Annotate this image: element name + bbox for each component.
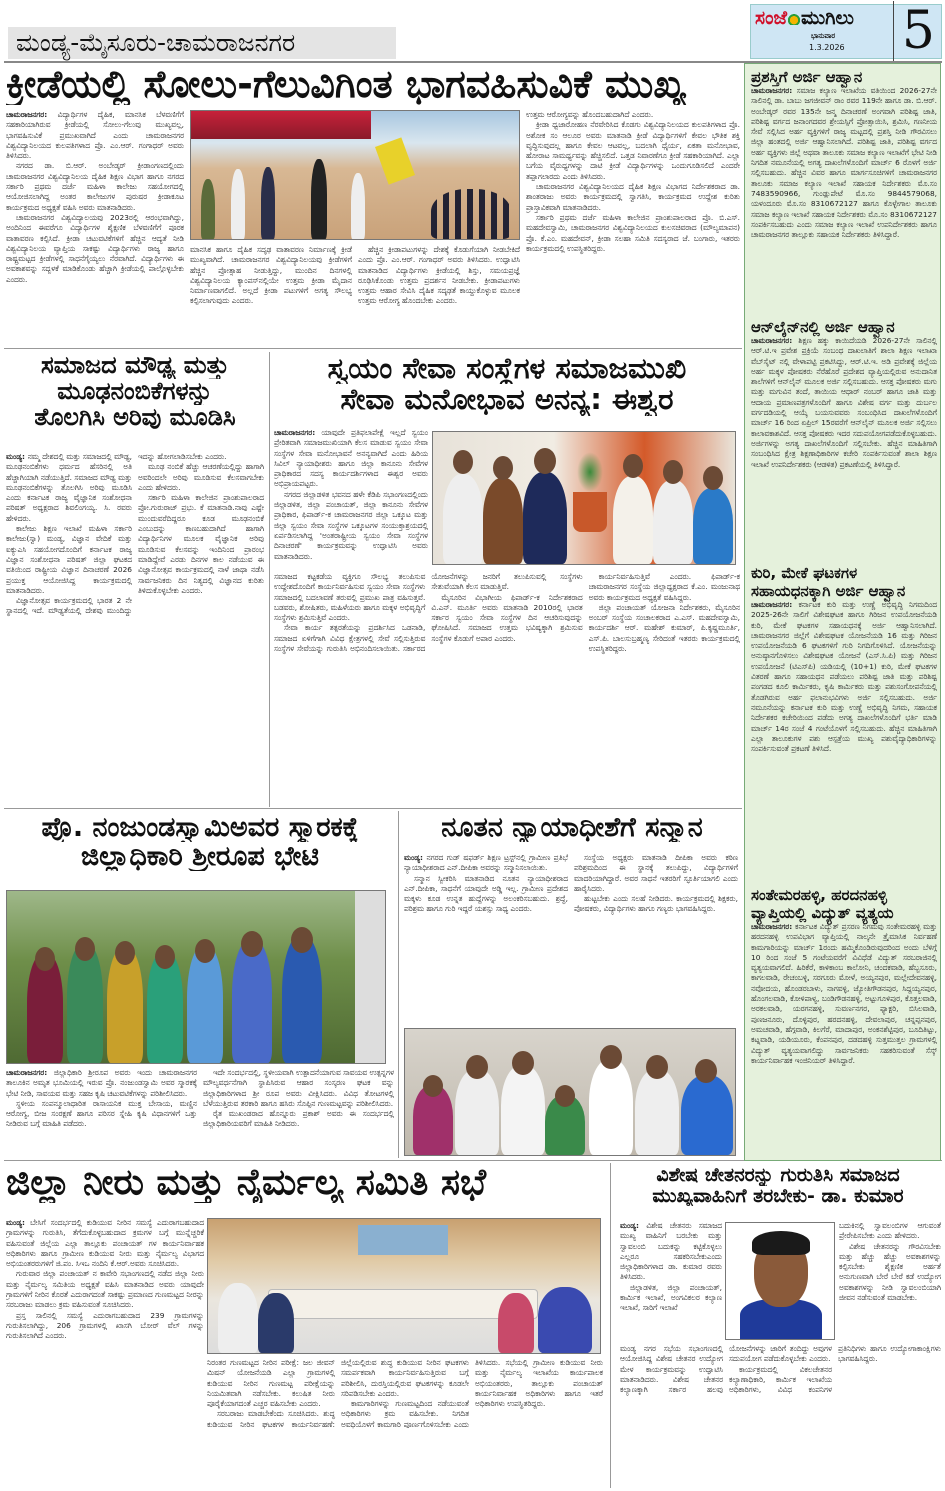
paragraph: ಮಂಡ್ಯ: ಬೇಸಿಗೆ ಸಂದರ್ಭದಲ್ಲಿ ಕುಡಿಯುವ ನೀರಿನ ಸಮಸ್ಯೆ ಎದುರಾಗಬಹುದಾದ ಗ್ರಾಮಗಳನ್ನು ಗುರುತಿಸಿ, ತೆಗೆದುಕೊಳ್ಳಬಹುದಾದ ಕ್ರಮಗಳ ಬಗ್ಗೆ ಮುನ್ನೆಚ್ಚರಿಕೆ ವಹಿಸುವಂತೆ ಜಿಲ್ಲೆಯ ಎಲ್ಲಾ ತಾಲ್ಲೂಕು ಪಂಚಾಯತ್ ಗಳ ಕಾರ್ಯನಿರ್ವಾಹಕ ಅಧಿಕಾರಿಗಳು ಹಾಗೂ ಗ್ರಾಮೀಣ ಕುಡಿಯುವ ನೀರು ಮತ್ತು ನೈರ್ಮಲ್ಯ ವಿಭಾಗದ ಅಭಿಯಂತರರುಗಳಿಗೆ ಜಿ.ಪಂ. ಸಿಇಒ ನಂದಿನಿ ಕೆ.ಆರ್.ಅವರು ಸೂಚಿಸಿದರು.: [6, 1218, 204, 1269]
story7-right: [839, 1221, 941, 1343]
notice-body: ಚಾಮರಾಜನಗರ: ಶಿಕ್ಷಣ ಹಕ್ಕು ಕಾಯಿದೆಯಡಿ 2026-27ನೇ ಸಾಲಿನಲ್ಲಿ ಆರ್.ಟಿ.ಇ ಪ್ರವೇಶ ಪ್ರಕ್ರಿಯೆ ಸಂಬಂಧ ದಾಖಲಾತಿಗೆ ಶಾಲಾ ಶಿಕ್ಷಣ ಇಲಾಖಾ ವೆಬ್‌ಸೈಟ್ ನಲ್ಲಿ ವೇಳಾಪಟ್ಟಿ ಪ್ರಕಟಿಸಿದ್ದು, ಆರ್.ಟಿ.ಇ. ಅಡಿ ಪ್ರವೇಶಕ್ಕೆ ಜಿಲ್ಲೆಯ ಅರ್ಹ ಮಕ್ಕಳ ಪೋಷಕರು ನೆರೆಹೊರೆ ಪ್ರದೇಶದ ವ್ಯಾಪ್ತಿಯಲ್ಲಿರುವ ಅನುದಾನಿತ ಶಾಲೆಗಳಿಗೆ ಆನ್‌ಲೈನ್ ಮೂಲಕ ಅರ್ಜಿ ಸಲ್ಲಿಸಬಹುದು. ಆಸಕ್ತ ಪೋಷಕರು ಮಗು ಮತ್ತು ಮಗುವಿನ ತಂದೆ, ತಾಯಿಯ ಆಧಾರ್ ನಂಬರ್ ಹಾಗೂ ಜಾತಿ ಮತ್ತು ಆದಾಯ ಪ್ರಮಾಣಪತ್ರಗಳೊಂದಿಗೆ ಹಾಗೂ ವಿಶೇಷ ವರ್ಗ ಮತ್ತು ದುರ್ಬಲ ವರ್ಗದಡಿಯಲ್ಲಿ ಆಯ್ಕೆ ಬಯಸುವವರು ಸಂಬಂಧಿಸಿದ ದಾಖಲೆಗಳೊಂದಿಗೆ ಮಾರ್ಚ್ 16 ರಿಂದ ಏಪ್ರಿಲ್ 15ರವರೆಗೆ ಆನ್‌ಲೈನ್ ಮೂಲಕ ಅರ್ಜಿ ಸಲ್ಲಿಸಲು ಕಾಲಾವಕಾಶವಿದೆ. ಆಸಕ್ತ ಪೋಷಕರು ಇದರ ಸದುಪಯೋಗಪಡೆದುಕೊಳ್ಳಬಹುದು. ಅರ್ಜಿಗಳನ್ನು ಅಗತ್ಯ ದಾಖಲೆಗಳೊಂದಿಗೆ ಸಲ್ಲಿಸಬೇಕು. ಹೆಚ್ಚಿನ ಮಾಹಿತಿಗಾಗಿ ಸಂಬಂಧಿಸಿದ ಕ್ಷೇತ್ರ ಶಿಕ್ಷಣಾಧಿಕಾರಿಗಳ ಕಚೇರಿ ಸಂಪರ್ಕಿಸುವಂತೆ ಶಾಲಾ ಶಿಕ್ಷಣ ಇಲಾಖೆ ಉಪನಿರ್ದೇಶಕರು (ಆಡಳಿತ) ಪ್ರಕಟಣೆಯಲ್ಲಿ ತಿಳಿಸಿದ್ದಾರೆ.: [751, 336, 937, 469]
notice-body: ಚಾಮರಾಜನಗರ: ಸಮಾಜ ಕಲ್ಯಾಣ ಇಲಾಖೆಯ ವತಿಯಿಂದ 2026-27ನೇ ಸಾಲಿನಲ್ಲಿ ಡಾ. ಬಾಬು ಜಗಜೀವನ್ ರಾಂ ರವರ 119ನೇ ಹಾಗೂ ಡಾ. ಬಿ.ಆರ್. ಅಂಬೇಡ್ಕರ್ ರವರ 135ನೇ ಜನ್ಮ ದಿನಾಚರಣೆ ಅಂಗವಾಗಿ ಪರಿಶಿಷ್ಟ ಜಾತಿ, ಪರಿಶಿಷ್ಟ ವರ್ಗದ ಜನಾಂಗದವರ ಶ್ರೇಯಸ್ಸಿಗೆ ಪ್ರೋತ್ಸಾಯಿಸಿ, ಶ್ರಮಿಸಿ, ಗಣನೀಯ ಸೇವೆ ಸಲ್ಲಿಸಿದ ಅರ್ಹ ವ್ಯಕ್ತಿಗಳಿಗೆ ರಾಜ್ಯ ಮಟ್ಟದಲ್ಲಿ ಪ್ರಶಸ್ತಿ ನೀಡಿ ಗೌರವಿಸಲು ಜಿಲ್ಲಾ ಹಂತದಲ್ಲಿ ಅರ್ಜಿ ಆಹ್ವಾನಿಸಲಾಗಿದೆ. ಪರಿಶಿಷ್ಟ ಜಾತಿ, ಪರಿಶಿಷ್ಟ ವರ್ಗದ ಅರ್ಹ ವ್ಯಕ್ತಿಗಳು ಜಿಲ್ಲೆ ಅಥವಾ ತಾಲೂಕು ಸಮಾಜ ಕಲ್ಯಾಣ ಇಲಾಖೆಗೆ ಭೇಟಿ ನೀಡಿ ನಿಗದಿತ ನಮೂನೆಯಲ್ಲಿ ಅಗತ್ಯ ದಾಖಲೆಗಳೊಂದಿಗೆ ಮಾರ್ಚ್ 6 ರೊಳಗೆ ಅರ್ಜಿ ಸಲ್ಲಿಸಬಹುದು. ಹೆಚ್ಚಿನ ವಿವರ ಹಾಗೂ ಮಾರ್ಗಸೂಚಿಗಳಿಗೆ ಚಾಮರಾಜನಗರ ತಾಲೂಕು ಸಮಾಜ ಕಲ್ಯಾಣ ಇಲಾಖೆ ಸಹಾಯಕ ನಿರ್ದೇಶಕರು ಮೊ.ಸಂ 7483590966, ಗುಂಡ್ಲುಪೇಟೆ ಮೊ.ಸಂ 9844579068, ಯಳಂದೂರು ಮೊ.ಸಂ 8310672127 ಹಾಗೂ ಕೊಳ್ಳೇಗಾಲ ತಾಲೂಕು ಸಮಾಜ ಕಲ್ಯಾಣ ಇಲಾಖೆ ಸಹಾಯಕ ನಿರ್ದೇಶಕರು ಮೊ.ಸಂ 8310672127 ಸಂಪರ್ಕಿಸಬಹುದು ಎಂದು ಸಮಾಜ ಕಲ್ಯಾಣ ಇಲಾಖೆ ಉಪನಿರ್ದೇಶಕರು ಹಾಗೂ ಚಾಮರಾಜನಗರ ತಾಲ್ಲೂಕು ಸಹಾಯಕ ನಿರ್ದೇಶಕರು ತಿಳಿಸಿದ್ದಾರೆ.: [751, 86, 937, 240]
paragraph: ವಿಜ್ಞಾನೋತ್ಸವ ಕಾರ್ಯಕ್ರಮದಲ್ಲಿ ಭಾರತ 2 ನೇ ಸ್ಥಾನದಲ್ಲಿ ಇದೆ. ಮೌಢ್ಯತೆಯಲ್ಲಿ ದೇಶವು ಮುಂದಿದ್ದು ಇದನ್ನು ಹೋಗಲಾಡಿಸಬೇಕು ಎಂದರು.: [6, 452, 227, 616]
story2-headline: ಸಮಾಜದ ಮೌಢ್ಯ ಮತ್ತು ಮೂಢನಂಬಿಕೆಗಳನ್ನು ತೊಲಗಿಸಿ ಅರಿವು ಮೂಡಿಸಿ: [34, 353, 236, 431]
story1-mid-text: [190, 245, 520, 345]
story6-headline: ಜಿಲ್ಲಾ ನೀರು ಮತ್ತು ನೈರ್ಮಲ್ಯ ಸಮಿತಿ ಸಭೆ: [6, 1164, 487, 1203]
paragraph: ರೈತ ಮುಖಂಡರಾದ ಹೊನ್ನೂರು ಪ್ರಕಾಶ್ ಅವರು ಈ ಸಂದರ್ಭದಲ್ಲಿ ಜಿಲ್ಲಾಧಿಕಾರಿಯವರಿಗೆ ಮಾಹಿತಿ ನೀಡಿದರು.: [203, 1109, 394, 1129]
paragraph: ಕಾಲೇಜು ಶಿಕ್ಷಣ ಇಲಾಖೆ ಮಹಿಳಾ ಸರ್ಕಾರಿ ಕಾಲೇಜು(ಸ್ವಾ) ಮಂಡ್ಯ, ವಿಜ್ಞಾನ ವೇದಿಕೆ ಮತ್ತು ಐಕ್ಯುಎಸಿ ಸಹಯೋಗದೊಂದಿಗೆ ಕರ್ನಾಟಕ ರಾಜ್ಯ ವಿಜ್ಞಾನ ಸಂಶೋಧನಾ ಪರಿಷತ್ ಜಿಲ್ಲಾ ಘಟಕದ ವತಿಯಿಂದ ರಾಷ್ಟ್ರೀಯ ವಿಜ್ಞಾನ ದಿನಾಚರಣೆ 2026 ಪ್ರಯುಕ್ತ ಆಯೋಜಿಸಿದ್ದ ಕಾರ್ಯಕ್ರಮದಲ್ಲಿ ಮಾತನಾಡಿದರು.: [6, 524, 132, 595]
committee-meeting-photo: [207, 1218, 601, 1354]
judge-felicitation-photo: [404, 1028, 736, 1156]
sidebar-notices: [744, 63, 941, 1161]
divider: [4, 348, 742, 349]
paragraph: ಮಾನಸಿಕ ಹಾಗೂ ದೈಹಿಕ ಸದೃಢ ವಾತಾವರಣ ನಿರ್ಮಾಣಕ್ಕೆ ಕ್ರೀಡೆ ಮುಖ್ಯವಾಗಿದೆ. ಚಾಮರಾಜನಗರ ವಿಶ್ವವಿದ್ಯಾನಿಲಯವು ಕ್ರೀಡೆಗಳಿಗೆ ಹೆಚ್ಚಿನ ಪ್ರೋತ್ಸಾಹ ನೀಡುತ್ತಿದ್ದು, ಮುಂದಿನ ದಿನಗಳಲ್ಲಿ ವಿಶ್ವವಿದ್ಯಾನಿಲಯ ಕ್ಯಾಂಪಸ್‌ನಲ್ಲಿಯೇ ಉತ್ತಮ ಕ್ರೀಡಾ ಮೈದಾನ ನಿರ್ಮಾಣವಾಗಲಿದೆ. ಅಲ್ಲದೆ ಕ್ರೀಡಾ ಪಟುಗಳಿಗೆ ಅಗತ್ಯ ಸೌಲಭ್ಯ ಕಲ್ಪಿಸಲಾಗುವುದು ಎಂದರು.: [190, 245, 352, 306]
paragraph: ಚಾಮರಾಜನಗರ ವಿಶ್ವವಿದ್ಯಾಲಯವು 2023ರಲ್ಲಿ ಆರಂಭವಾಗಿದ್ದು, ಅಂದಿನಿಂದ ಈವರೆಗೂ ವಿದ್ಯಾರ್ಥಿಗಳ ಶೈಕ್ಷಣಿಕ ಬೆಳವಣಿಗೆಗೆ ಪೂರಕ ವಾತಾವರಣ ಕಲ್ಪಿಸಿದೆ. ಕ್ರೀಡಾ ಚಟುವಟಿಕೆಗಳಿಗೆ ಹೆಚ್ಚಿನ ಆದ್ಯತೆ ನೀಡಿ ವಿಶ್ವವಿದ್ಯಾನಿಲಯ ವ್ಯಾಪ್ತಿಯ ಸಾಕಷ್ಟು ವಿದ್ಯಾರ್ಥಿಗಳು ರಾಜ್ಯ ಹಾಗೂ ರಾಷ್ಟ್ರಮಟ್ಟದ ಕ್ರೀಡೆಗಳಲ್ಲಿ ಸಾಧನೆಗೈಯ್ಯಲು ನೆರವಾಗಿದೆ. ವಿದ್ಯಾರ್ಥಿಗಳು ಈ ಅವಕಾಶವನ್ನು ಸದ್ಬಳಕೆ ಮಾಡಿಕೊಂಡು ಹೆಚ್ಚಾಗಿ ಕ್ರೀಡೆಯಲ್ಲಿ ಪಾಲ್ಗೊಳ್ಳಬೇಕು ಎಂದರು.: [6, 212, 184, 284]
paragraph: ಸರ್ಕಾರಿ ಪ್ರಥಮ ದರ್ಜೆ ಮಹಿಳಾ ಕಾಲೇಜಿನ ಪ್ರಾಂಶುಪಾಲರಾದ ಪ್ರೊ. ಬಿ.ಎಸ್. ಮಹದೇವಸ್ವಾಮಿ, ಚಾಮರಾಜನಗರ ವಿಶ್ವವಿದ್ಯಾನಿಲಯದ ಕುಲಸಚಿವರಾದ (ಮೌಲ್ಯಮಾಪನ) ಪ್ರೊ. ಕೆ.ಎಂ. ಮಹದೇವನ್, ಕ್ರೀಡಾ ಸಲಹಾ ಸಮಿತಿ ಸದಸ್ಯರಾದ ಜೆ. ಬಂಗಾರು, ಇತರರು ಕಾರ್ಯಕ್ರಮದಲ್ಲಿ ಉಪಸ್ಥಿತರಿದ್ದರು.: [526, 212, 740, 253]
paragraph: ಹೆಚ್ಚಿನ ಕ್ರೀಡಾಪಟುಗಳನ್ನು ದೇಶಕ್ಕೆ ಕೊಡುಗೆಯಾಗಿ ನೀಡಬೇಕಿದೆ ಎಂದು ಪ್ರೊ. ಎಂ.ಆರ್. ಗಂಗಾಧರ್ ಅವರು ತಿಳಿಸಿದರು. ಉದ್ಘಾಟಿಸಿ ಮಾತನಾಡಿದ ವಿದ್ಯಾರ್ಥಿಗಳು ಕ್ರೀಡೆಯಲ್ಲಿ ಶಿಸ್ತು, ಸಮಯಪ್ರಜ್ಞೆ ರೂಢಿಸಿಕೊಂಡು ಉತ್ತಮ ಪ್ರದರ್ಶನ ನೀಡಬೇಕು. ಕ್ರೀಡಾಪಟುಗಳು ಉತ್ತಮ ಆಹಾರ ಸೇವಿಸಿ ದೈಹಿಕ ಸದೃಢತೆ ಕಾಯ್ದುಕೊಳ್ಳುವ ಮೂಲಕ ಉತ್ತಮ ಆರೋಗ್ಯ ಹೊಂದಬೇಕು ಎಂದರು.: [358, 245, 520, 306]
paragraph: ಸೇವಾ ಕಾರ್ಯ ತತ್ಪರತೆಯನ್ನು ಪ್ರದರ್ಶಿಸಿದ ಒಡನಾಡಿ, ಸಮಾಜದ ಏಳಿಗೆಗಾಗಿ ವಿವಿಧ ಕ್ಷೇತ್ರಗಳಲ್ಲಿ ಸೇವೆ ಸಲ್ಲಿಸುತ್ತಿರುವ ಸಂಸ್ಥೆಗಳ ಸೇವೆಯನ್ನು ಗುರುತಿಸಿ ಅಭಿನಂದಿಸಲಾಯಿತು. ಸರ್ಕಾರದ ಯೋಜನೆಗಳನ್ನು ಜನರಿಗೆ ತಲುಪಿಸುವಲ್ಲಿ ಸಂಸ್ಥೆಗಳು ಸೇತುವೆಯಾಗಿ ಕೆಲಸ ಮಾಡುತ್ತಿವೆ.: [274, 572, 583, 654]
notice-item: [751, 886, 937, 1158]
paragraph: ಮಂಡ್ಯ: ನಮ್ಮ ದೇಶದಲ್ಲಿ ಮತ್ತು ಸಮಾಜದಲ್ಲಿ ಮೌಢ್ಯ, ಮೂಢನಂಬಿಕೆಗಳು ಧರ್ಮದ ಹೆಸರಿನಲ್ಲಿ ಅತಿ ಹೆಚ್ಚಾಗಿಯಾಗಿ ನಡೆಯುತ್ತಿದೆ. ಸಮಾಜದ ಮೌಢ್ಯ ಮತ್ತು ಮೂಢನಂಬಿಕೆಗಳನ್ನು ತೊಲಗಿಸಿ ಅರಿವು ಮೂಡಿಸಿ ಎಂದು ಕರ್ನಾಟಕ ರಾಜ್ಯ ವೈಜ್ಞಾನಿಕ ಸಂಶೋಧನಾ ಪರಿಷತ್ ಅಧ್ಯಕ್ಷರಾದ ಶಿವಲಿಂಗಯ್ಯ. ಸಿ. ರವರು ಹೇಳಿದರು.: [6, 452, 132, 523]
paragraph: ಕ್ರೀಡಾ ಧ್ವಜಾರೋಹಣ ನೆರವೇರಿಸಿದ ಕೊಡಗು ವಿಶ್ವವಿದ್ಯಾನಿಲಯದ ಕುಲಪತಿಗಳಾದ ಪ್ರೊ. ಅಶೋಕ ಸಂ ಆಲೂರ ಅವರು ಮಾತನಾಡಿ ಕ್ರೀಡೆ ವಿದ್ಯಾರ್ಥಿಗಳಿಗೆ ಕೇವಲ ಭೌತಿಕ ಶಕ್ತಿ ವೃದ್ಧಿಸುವುದಲ್ಲ ಹಾಗೂ ಕೇವಲ ಆಟವಲ್ಲ, ಬದಲಾಗಿ ಧೈರ್ಯ, ಏಕತಾ ಮನೋಭಾವ, ಹೋರಾಟ ಸಾಮರ್ಥ್ಯವನ್ನು ಹೆಚ್ಚಿಸಲಿದೆ. ಒತ್ತಡ ನಿವಾರಣೆಗೂ ಕ್ರೀಡೆ ಸಹಕಾರಿಯಾಗಿದೆ. ಎಲ್ಲಾ ಬಗೆಯ ವೈರುಧ್ಯಗಳನ್ನು ದಾಟಿ ಕ್ರೀಡೆ ವಿದ್ಯಾರ್ಥಿಗಳನ್ನು ಒಂದುಗೂಡಿಸಲಿದೆ ಎಂದರೇ ತಪ್ಪಾಗಲಾರದು ಎಂದು ತಿಳಿಸಿದರು.: [526, 120, 740, 181]
paragraph: ನಗರದ ಜಿಲ್ಲಾಡಳಿತ ಭವನದ ಹಳೇ ಕೆಡಿಪಿ ಸಭಾಂಗಣದಲ್ಲಿಂದು ಜಿಲ್ಲಾಡಳಿತ, ಜಿಲ್ಲಾ ಪಂಚಾಯತ್, ಜಿಲ್ಲಾ ಕಾನೂನು ಸೇವೆಗಳ ಪ್ರಾಧಿಕಾರ, ಫಿಪಾರ್ಡ್-ಕ ಚಾಮರಾಜನಗರ ಜಿಲ್ಲಾ ಒಕ್ಕೂಟ ಮತ್ತು ಜಿಲ್ಲಾ ಸ್ವಯಂ ಸೇವಾ ಸಂಸ್ಥೆಗಳ ಒಕ್ಕೂಟಗಳ ಸಂಯುಕ್ತಾಶ್ರಯದಲ್ಲಿ ಏರ್ಪಡಿಸಲಾಗಿದ್ದ 'ಅಂತರಾಷ್ಟ್ರೀಯ ಸ್ವಯಂ ಸೇವಾ ಸಂಸ್ಥೆಗಳ ದಿನಾಚರಣೆ' ಕಾರ್ಯಕ್ರಮವನ್ನು ಉದ್ಘಾಟಿಸಿ ಅವರು ಮಾತನಾಡಿದರು.: [274, 489, 428, 561]
paragraph: ಮೈಸೂರಿನ ವಿಭಾಗೀಯ ಫಿಪಾರ್ಡ್-ಕ ನಿರ್ದೇಶಕರಾದ ವಿ.ಎನ್. ಮೂರ್ತಿ ಅವರು ಮಾತನಾಡಿ 2010ರಲ್ಲಿ ಭಾರತ ಸರ್ಕಾರ ಸ್ವಯಂ ಸೇವಾ ಸಂಸ್ಥೆಗಳ ದಿನ ಆಚರಿಸುವುದನ್ನು ಘೋಷಿಸಿದೆ. ಸಮಾಜದ ಉತ್ತಮ ಭವಿಷ್ಯಕ್ಕಾಗಿ ಶ್ರಮಿಸುವ ಸಂಸ್ಥೆಗಳ ಕೊಡುಗೆ ಅಪಾರ ಎಂದರು.: [431, 592, 583, 643]
divider: [398, 811, 399, 1158]
story2-body: [6, 452, 264, 804]
story6-body: [207, 1358, 603, 1488]
story3-body: [274, 572, 740, 805]
story6-lead: [6, 1218, 204, 1488]
dr-kumara-portrait: [725, 1222, 835, 1340]
divider: [4, 808, 742, 809]
paragraph: ಉತ್ತಮ ಆರೋಗ್ಯವನ್ನು ಹೊಂದಬಹುದಾಗಿದೆ ಎಂದರು.: [526, 110, 654, 119]
notice-title: ಆನ್‌ಲೈನ್‌ನಲ್ಲಿ ಅರ್ಜಿ ಆಹ್ವಾನ: [751, 318, 895, 336]
story4-body: [6, 1068, 394, 1156]
dc-farm-visit-photo: [6, 890, 386, 1064]
section-label: ಮಂಡ್ಯ-ಮೈಸೂರು-ಚಾಮರಾಜನಗರ: [8, 27, 396, 59]
story7-headline: ವಿಶೇಷ ಚೇತನರನ್ನು ಗುರುತಿಸಿ ಸಮಾಜದ ಮುಖ್ಯವಾಹಿನಿಗೆ ತರಬೇಕು- ಡಾ. ಕುಮಾರ: [652, 1165, 904, 1207]
paragraph: ಸಮಾಜದ ಕಟ್ಟಕಡೆಯ ವ್ಯಕ್ತಿಗೂ ಸೌಲಭ್ಯ ತಲುಪಿಸುವ ಉದ್ದೇಶದೊಂದಿಗೆ ಕಾರ್ಯನಿರ್ವಹಿಸುವ ಸ್ವಯಂ ಸೇವಾ ಸಂಸ್ಥೆಗಳು ಸಮಾಜದಲ್ಲಿ ಬದಲಾವಣೆ ತರುವಲ್ಲಿ ಪ್ರಮುಖ ಪಾತ್ರ ವಹಿಸುತ್ತವೆ. ಬಡವರು, ಶೋಷಿತರು, ಮಹಿಳೆಯರು ಹಾಗೂ ಮಕ್ಕಳ ಅಭಿವೃದ್ಧಿಗೆ ಸಂಸ್ಥೆಗಳು ಶ್ರಮಿಸುತ್ತಿವೆ ಎಂದರು.: [274, 572, 426, 623]
newspaper-logo: ಸಂಜೆ ಮುಗಿಲು: [755, 7, 854, 29]
story1-col1: [6, 110, 184, 345]
notice-item: [751, 564, 937, 880]
paragraph: ವಿಶೇಷ ಚೇತನರನ್ನು ಗೌರವಿಸಬೇಕು ಮತ್ತು ಹೆಚ್ಚು ಹೆಚ್ಚು ಅವಕಾಶಗಳನ್ನು ಕಲ್ಪಿಸಬೇಕು ಶೈಕ್ಷಣಿಕ ಅರ್ಹತೆ ಅನುಗುಣವಾಗಿ ಬೇರೆ ಬೇರೆ ಕಡೆ ಉದ್ಯೋಗ ಅವಕಾಶಗಳನ್ನು ನೀಡಿ ಸ್ವಾವಲಂಬಿಯಾಗಿ ಜೀವನ ನಡೆಸುವಂತೆ ಮಾಡಬೇಕು.: [839, 1241, 941, 1303]
notice-body: ಚಾಮರಾಜನಗರ: ಕರ್ನಾಟಕ ವಿದ್ಯುತ್ ಪ್ರಸರಣ ನಿಗಮವು ಸಂತೇಮರಹಳ್ಳಿ ಮತ್ತು ಹರದನಹಳ್ಳಿ ಉಪವಿಭಾಗ ವ್ಯಾಪ್ತಿಯಲ್ಲಿ ನಾಲ್ಕನೇ ತ್ರೈಮಾಸಿಕ ನಿರ್ವಹಣೆ ಕಾಮಗಾರಿಯನ್ನು ಮಾರ್ಚ್ 1ರಂದು ಹಮ್ಮಿಕೊಂಡಿರುವುದರಿಂದ ಅಂದು ಬೆಳಿಗ್ಗೆ 10 ರಿಂದ ಸಂಜೆ 5 ಗಂಟೆಯವರೆಗೆ ವಿವಿಧೆಡೆ ವಿದ್ಯುತ್ ಸರಬರಾಜಿನಲ್ಲಿ ವ್ಯತ್ಯಯವಾಗಲಿದೆ. ಹಿರಿಕೆರೆ, ಕಾಳಿಕಾಂಬ ಕಾಲೋನಿ, ಚಂದಕವಾಡಿ, ಹೆಬ್ಬಸೂರು, ಕಾಗಲವಾಡಿ, ರೇಚಂಬಳ್ಳಿ, ಸರಗೂರು ಮೋಳೆ, ಅಯ್ಯನಪುರ, ಮಲ್ಲೇದೇವನಹಳ್ಳಿ, ನವೋದಯ, ಹೊಂಡರಬಾಳು, ನಾಗವಳ್ಳಿ, ಜ್ಯೋತಿಗೌಡನಪುರ, ಸಿದ್ದಯ್ಯನಪುರ, ಹೊಂಗಲವಾಡಿ, ಕೋಳಿಪಾಳ್ಯ, ಬಂಡಿಗೌಡನಹಳ್ಳಿ, ಅಟ್ಟುಗೂಳಿಪುರ, ಕೊತ್ತಲವಾಡಿ, ಅರಕಲವಾಡಿ, ಯರಗನಹಳ್ಳಿ, ಸುವರ್ಣನಗರ, ಫ್ಯಾಕ್ಟರಿ, ಬಿಸಿಲವಾಡಿ, ಪುಣಜನೂರು, ದೊಳ್ಳಿಪುರ, ಹರದನಹಳ್ಳಿ, ದೇವಲಾಪುರ, ಚನ್ನಪ್ಪನಪುರ, ಅಮಚವಾಡಿ, ಹೆಗ್ಗವಾಡಿ, ಕಿಲಗೆರೆ, ಮಾದಾಪುರ, ಅಂಕನಶೆಟ್ಟಿಪುರ, ಬೂದಿತಿಟ್ಟು, ಕಟ್ನವಾಡಿ, ಯಡಿಯೂರು, ಕೆಂಪನಪುರ, ದಡದಹಳ್ಳಿ ಸುತ್ತಮುತ್ತಲ ಗ್ರಾಮಗಳಲ್ಲಿ ವಿದ್ಯುತ್ ವ್ಯತ್ಯಯವಾಗಲಿದ್ದು ಸಾರ್ವಜನಿಕರು ಸಹಕರಿಸುವಂತೆ ಸೆಸ್ಕ್ ಕಾರ್ಯನಿರ್ವಾಹಕ ಇಂಜಿನಿಯರ್ ತಿಳಿಸಿದ್ದಾರೆ.: [751, 922, 937, 1065]
story7-left: [620, 1221, 722, 1343]
paragraph: ಚಾಮರಾಜನಗರ ವಿಶ್ವವಿದ್ಯಾನಿಲಯದ ದೈಹಿಕ ಶಿಕ್ಷಣ ವಿಭಾಗದ ನಿರ್ದೇಶಕರಾದ ಡಾ. ಶಾಂತರಾಜು ಅವರು ಕಾರ್ಯಕ್ರಮದಲ್ಲಿ ಸ್ವಾಗತಿಸಿ, ಕಾರ್ಯಕ್ರಮದ ಉದ್ದೇಶ ಕುರಿತು ಪ್ರಾಸ್ತಾವಿಕವಾಗಿ ಮಾತನಾಡಿದರು.: [526, 182, 740, 212]
paragraph: ಕಾರ್ಯಕ್ರಮದಲ್ಲಿ ವಿಕಲಚೇತನರ ಕಲ್ಯಾಣಾಧಿಕಾರಿ, ಕಾರ್ಮಿಕ ಇಲಾಖೆಯ ಅಧಿಕಾರಿಗಳು, ವಿವಿಧ ಕಂಪನಿಗಳ ಪ್ರತಿನಿಧಿಗಳು ಹಾಗೂ ಉದ್ಯೋಗಾಕಾಂಕ್ಷಿಗಳು ಭಾಗವಹಿಸಿದ್ದರು.: [729, 1344, 941, 1395]
notice-title: ಪ್ರಶಸ್ತಿಗೆ ಅರ್ಜಿ ಆಹ್ವಾನ: [751, 68, 863, 86]
paragraph: ನಗರದ ಡಾ. ಬಿ.ಆರ್. ಅಂಬೇಡ್ಕರ್ ಕ್ರೀಡಾಂಗಣದಲ್ಲಿಂದು ಚಾಮರಾಜನಗರ ವಿಶ್ವವಿದ್ಯಾನಿಲಯ ದೈಹಿಕ ಶಿಕ್ಷಣ ವಿಭಾಗ ಹಾಗೂ ನಗರದ ಸರ್ಕಾರಿ ಪ್ರಥಮ ದರ್ಜೆ ಮಹಿಳಾ ಕಾಲೇಜು ಸಹಯೋಗದಲ್ಲಿ ಆಯೋಜಿಸಲಾಗಿದ್ದ ಅಂತರ ಕಾಲೇಜುಗಳ ಪುರುಷರ ಕ್ರೀಡಾಕೂಟ ಕಾರ್ಯಕ್ರಮದ ಅಧ್ಯಕ್ಷತೆ ವಹಿಸಿ ಅವರು ಮಾತನಾಡಿದರು.: [6, 161, 184, 212]
paragraph: ಪ್ರಸ್ತ ಸಾಲಿನಲ್ಲಿ ಸಮಸ್ಯೆ ಎದುರಾಗಬಹುದಾದ 239 ಗ್ರಾಮಗಳನ್ನು ಗುರುತಿಸಲಾಗಿದ್ದು, 206 ಗ್ರಾಮಗಳಲ್ಲಿ ಖಾಸಗಿ ಬೋರ್ ವೆಲ್ ಗಳನ್ನು ಗುರುತಿಸಲಾಗಿದೆ ಎಂದರು.: [6, 1310, 204, 1341]
page-number: 5: [893, 1, 935, 61]
paragraph: ಮಂಡ್ಯ: ನಗರದ ಗುಡ್ ಷಫರ್ಡ್ ಶಿಕ್ಷಣ ಟ್ರಸ್ಟ್‌ನಲ್ಲಿ ಗ್ರಾಮೀಣ ಪ್ರತಿಭೆ ನ್ಯಾಯಾಧೀಶರಾದ ಎನ್.ದೀಪಿಕಾ ಅವರನ್ನು ಸನ್ಮಾನಿಸಲಾಯಿತು.: [404, 853, 569, 873]
notice-item: [751, 68, 937, 308]
paragraph: ಜಿಲ್ಲಾ ಪಂಚಾಯತ್ ಯೋಜನಾ ನಿರ್ದೇಶಕರು, ಮೈಸೂರಿನ ಅಂಬರ್ ಸಂಸ್ಥೆಯ ಸಂಚಾಲಕರಾದ ಎ.ಎಸ್. ಮಹದೇವಸ್ವಾಮಿ, ಕಾರ್ಯದರ್ಶಿ ಆರ್. ಮಹೇಶ್ ಕುಮಾರ್, ಪಿ.ಕೃಷ್ಣಮೂರ್ತಿ, ಎಸ್.ಪಿ. ಬಾಲಸುಬ್ರಹ್ಮಣ್ಯ ಸೇರಿದಂತೆ ಇತರರು ಕಾರ್ಯಕ್ರಮದಲ್ಲಿ ಉಪಸ್ಥಿತರಿದ್ದರು.: [588, 602, 740, 654]
paragraph: ಚಾಮರಾಜನಗರ: ವಿದ್ಯಾರ್ಥಿಗಳ ದೈಹಿಕ, ಮಾನಸಿಕ ಬೆಳವಣಿಗೆಗೆ ಸಹಕಾರಿಯಾಗಿರುವ ಕ್ರೀಡೆಯಲ್ಲಿ ಸೋಲು-ಗೆಲುವು ಮುಖ್ಯವಲ್ಲ, ಭಾಗವಹಿಸುವಿಕೆ ಪ್ರಮುಖವಾಗಿದೆ ಎಂದು ಚಾಮರಾಜನಗರ ವಿಶ್ವವಿದ್ಯಾನಿಲಯದ ಕುಲಪತಿಗಳಾದ ಪ್ರೊ. ಎಂ.ಆರ್. ಗಂಗಾಧರ್ ಅವರು ತಿಳಿಸಿದರು.: [6, 110, 184, 161]
paragraph: ಸಂಸ್ಥೆಯ ಅಧ್ಯಕ್ಷರು ಮಾತನಾಡಿ ದೀಪಿಕಾ ಅವರು ಕಠಿಣ ಪರಿಶ್ರಮದಿಂದ ಈ ಸ್ಥಾನಕ್ಕೆ ತಲುಪಿದ್ದು, ವಿದ್ಯಾರ್ಥಿಗಳಿಗೆ ಮಾದರಿಯಾಗಿದ್ದಾರೆ. ಅವರ ಸಾಧನೆ ಇತರರಿಗೆ ಸ್ಫೂರ್ತಿಯಾಗಲಿ ಎಂದು ಹಾರೈಸಿದರು.: [574, 853, 738, 893]
paragraph: ಕಾರ್ಯನಿರ್ವಹಿಸುತ್ತಿವೆ ಎಂದರು. ಫಿಪಾರ್ಡ್-ಕ ಚಾಮರಾಜನಗರ ಸಂಸ್ಥೆಯ ಜಿಲ್ಲಾಧ್ಯಕ್ಷರಾದ ಕೆ.ಎಂ. ಮಂಜುನಾಥ ಅವರು ಕಾರ್ಯಕ್ರಮದ ಅಧ್ಯಕ್ಷತೆ ವಹಿಸಿದ್ದರು.: [588, 572, 740, 602]
paragraph: ಹುಟ್ಟಬೇಕು ಎಂದು ಸಲಹೆ ನೀಡಿದರು. ಕಾರ್ಯಕ್ರಮದಲ್ಲಿ ಶಿಕ್ಷಕರು, ಪೋಷಕರು, ವಿದ್ಯಾರ್ಥಿಗಳು ಹಾಗೂ ಗಣ್ಯರು ಭಾಗವಹಿಸಿದ್ದರು.: [574, 894, 738, 914]
paragraph: ಬದುಕಿನಲ್ಲಿ ಸ್ವಾವಲಂಬಿಗಳ ಆಗುವಂತೆ ಪ್ರೇರೇಪಿಸಬೇಕು ಎಂದು ಹೇಳಿದರು.: [839, 1221, 941, 1241]
story3-headline: ಸ್ವಯಂ ಸೇವಾ ಸಂಸ್ಥೆಗಳ ಸಮಾಜಮುಖಿ ಸೇವಾ ಮನೋಭಾವ ಅನನ್ಯ: ಈಶ್ವರ: [327, 353, 687, 416]
paragraph: ಮೂಢ ನಂಬಿಕೆ ಹೆಚ್ಚು ಆಚರಣೆಯಲ್ಲಿದ್ದು ಹಾಗಾಗಿ ಅವರಿಂದಲೇ ಅರಿವು ಮೂಡಿಸುವ ಕೆಲಸವಾಗಬೇಕು ಎಂದು ಹೇಳಿದರು.: [138, 462, 264, 492]
notice-title: ಸಂತೇಮರಹಳ್ಳಿ, ಹರದನಹಳ್ಳಿ ವ್ಯಾಪ್ತಿಯಲ್ಲಿ ವಿದ್ಯುತ್ ವ್ಯತ್ಯಯ: [751, 886, 894, 922]
story7-bottom: [620, 1344, 941, 1488]
story4-headline: ಪ್ರೊ. ನಂಜುಂಡಸ್ವಾಮಿಅವರ ಸ್ಮಾರಕಕ್ಕೆ ಜಿಲ್ಲಾಧಿಕಾರಿ ಶ್ರೀರೂಪ ಭೇಟಿ: [41, 813, 359, 872]
sports-event-photo: [190, 110, 520, 240]
paragraph: ಸರ್ಕಾರಿ ಮಹಿಳಾ ಕಾಲೇಜಿನ ಪ್ರಾಂಶುಪಾಲರಾದ ಪ್ರೋ.ಗುರುರಾಜ್ ಪ್ರಭು. ಕೆ ಮಾತನಾಡಿ.ನಾವು ಎಷ್ಟೇ ಮುಂದುವರೆದಿದ್ದರೂ ಕೂಡ ಮೂಢನಂಬಿಕೆ ಎಂಬುದನ್ನು ಕಾಣಬಹುದಾಗಿದೆ ಹಾಗಾಗಿ ವಿದ್ಯಾರ್ಥಿನಿಗಳ ಮೂಲಕ ವೈಜ್ಞಾನಿಕ ಅರಿವು ಮೂಡಿಸುವ ಕೆಲಸವನ್ನು ಇಂದಿನಿಂದ ಪ್ರಾರಂಭ ಮಾಡಿದ್ದೇವೆ ಎರಡು ದಿನಗಳ ಕಾಲ ನಡೆಯುವ ಈ ವಿಜ್ಞಾನೋತ್ಸವ ಕಾರ್ಯಕ್ರಮದಲ್ಲಿ ನಾಳೆ ಜಾಥಾ ನಡೆಸಿ ಸಾರ್ವಜನಿಕರು ದಿನ ನಿತ್ಯದಲ್ಲಿ ವಿಜ್ಞಾನದ ಕುರಿತು ತಿಳಿದುಕೊಳ್ಳಬೇಕು ಎಂದರು.: [138, 493, 264, 595]
notice-title: ಕುರಿ, ಮೇಕೆ ಘಟಕಗಳ ಸಹಾಯಧನಕ್ಕಾಗಿ ಅರ್ಜಿ ಆಹ್ವಾನ: [751, 564, 906, 600]
paragraph: ಗುರುವಾರ ಜಿಲ್ಲಾ ಪಂಚಾಯತ್ ನ ಕಾವೇರಿ ಸಭಾಂಗಣದಲ್ಲಿ ನಡೆದ ಜಿಲ್ಲಾ ನೀರು ಮತ್ತು ನೈರ್ಮಲ್ಯ ಸಮಿತಿಯ ಅಧ್ಯಕ್ಷತೆ ವಹಿಸಿ ಮಾತನಾಡಿದ ಅವರು ಯಾವುದೇ ಗ್ರಾಮಗಳಿಗೆ ನೀರಿನ ಕೊರತೆ ಎದುರಾಗದಂತೆ ಸಾಕಷ್ಟು ಪ್ರಮಾಣದ ಗುಣಮಟ್ಟದ ನೀರನ್ನು ಸರಬರಾಜು ಮಾಡಲು ಕ್ರಮ ವಹಿಸುವಂತೆ ಸೂಚಿಸಿದರು.: [6, 1269, 204, 1310]
sun-palm-icon: [787, 13, 801, 25]
story3-lead: [274, 428, 428, 570]
ngo-day-photo: [432, 431, 736, 565]
divider: [269, 352, 270, 807]
divider: [610, 1163, 611, 1488]
paragraph: ಮಂಡ್ಯ: ವಿಶೇಷ ಚೇತನರು ಸಮಾಜದ ಮುಖ್ಯ ವಾಹಿನಿಗೆ ಬರಬೇಕು ಮತ್ತು ಸ್ವಾವಲಂಬಿ ಬದುಕನ್ನು ಕಟ್ಟಿಕೊಳ್ಳಲು ಎಲ್ಲರೂ ಸಹಕರಿಸಬೇಕುಎಂದು ಜಿಲ್ಲಾಧಿಕಾರಿಗಳಾದ ಡಾ. ಕುಮಾರ ರವರು ತಿಳಿಸಿದರು.: [620, 1221, 722, 1282]
story5-body: [404, 853, 738, 1025]
story1-col4: [526, 110, 740, 345]
date: 1.3.2026: [809, 43, 845, 52]
story5-headline: ನೂತನ ನ್ಯಾಯಾಧೀಶೆಗೆ ಸನ್ಮಾನ: [441, 813, 703, 843]
notice-item: [751, 318, 937, 556]
notice-body: ಚಾಮರಾಜನಗರ: ಕರ್ನಾಟಕ ಕುರಿ ಮತ್ತು ಉಣ್ಣೆ ಅಭಿವೃದ್ಧಿ ನಿಗಮದಿಂದ 2025-26ನೇ ಸಾಲಿಗೆ ವಿಶೇಷಘಟಕ ಹಾಗೂ ಗಿರಿಜನ ಉಪಯೋಜನೆಯಡಿ ಕುರಿ, ಮೇಕೆ ಘಟಕಗಳ ಸಹಾಯಧನಕ್ಕೆ ಅರ್ಜಿ ಆಹ್ವಾನಿಸಲಾಗಿದೆ. ಚಾಮರಾಜನಗರ ಜಿಲ್ಲೆಗೆ ವಿಶೇಷಘಟಕ ಯೋಜನೆಯಡಿ 16 ಮತ್ತು ಗಿರಿಜನ ಉಪಯೋಜನೆಯಡಿ 6 ಘಟಕಗಳಿಗೆ ಗುರಿ ನಿಗದಿಗೊಳಿಸಿದೆ. ಯೋಜನೆಯನ್ನು ಅನುಷ್ಠಾನಗೊಳಿಸಲು ವಿಶೇಷಘಟಕ ಯೋಜನೆ (ಎಸ್.ಸಿ.ಪಿ) ಮತ್ತು ಗಿರಿಜನ ಉಪಯೋಜನೆ (ಟಿಎಸ್‌ಪಿ) ಯಡಿಯಲ್ಲಿ (10+1) ಕುರಿ, ಮೇಕೆ ಘಟಕಗಳ ವಿತರಣೆ ಹಾಗೂ ಸಹಾಯಧನ ಪಡೆಯಲು ಪರಿಶಿಷ್ಟ ಜಾತಿ ಮತ್ತು ಪರಿಶಿಷ್ಟ ಪಂಗಡದ ಕೂಲಿ ಕಾರ್ಮಿಕರು, ಕೃಷಿ ಕಾರ್ಮಿಕರು ಮತ್ತು ಪಶುಸಂಗೋಪನೆಯಲ್ಲಿ ತೊಡಗಿರುವ ಅರ್ಹ ಫಲಾನುಭವಿಗಳು ಅರ್ಜಿ ಸಲ್ಲಿಸಬಹುದು. ಅರ್ಜಿ ನಮೂನೆಯನ್ನು ಕರ್ನಾಟಕ ಕುರಿ ಮತ್ತು ಉಣ್ಣೆ ಅಭಿವೃದ್ಧಿ ನಿಗಮ, ಸಹಾಯಕ ನಿರ್ದೇಶಕರ ಕಚೇರಿಯಿಂದ ಪಡೆದು ಅಗತ್ಯ ದಾಖಲೆಗಳೊಂದಿಗೆ ಭರ್ತಿ ಮಾಡಿ ಮಾರ್ಚ್ 14ರ ಸಂಜೆ 4 ಗಂಟೆಯೊಳಗೆ ಸಲ್ಲಿಸಬಹುದು. ಹೆಚ್ಚಿನ ಮಾಹಿತಿಗಾಗಿ ಎಲ್ಲಾ ತಾಲೂಕುಗಳ ಪಶು ಆಸ್ಪತ್ರೆಯ ಮುಖ್ಯ ಪಶುವೈದ್ಯಾಧಿಕಾರಿಗಳನ್ನು ಸಂಪರ್ಕಿಸುವಂತೆ ಪ್ರಕಟಣೆ ತಿಳಿಸಿದೆ.: [751, 600, 937, 754]
paragraph: ಚಾಮರಾಜನಗರ: ಜಿಲ್ಲಾಧಿಕಾರಿ ಶ್ರೀರೂಪ ಅವರು ಇಂದು ಚಾಮರಾಜನಗರ ತಾಲೂಕಿನ ಅಮೃತ ಭೂಮಿಯಲ್ಲಿ ಇರುವ ಪ್ರೊ. ನಂಜುಂಡಸ್ವಾಮಿ ಅವರ ಸ್ಮಾರಕಕ್ಕೆ ಭೇಟಿ ನೀಡಿ, ಸಾವಯವ ಮತ್ತು ಸಹಜ ಕೃಷಿ ಚಟುವಟಿಕೆಗಳನ್ನು ಪರಿಶೀಲಿಸಿದರು.: [6, 1068, 198, 1098]
paragraph: ನಿರಂತರ ಗುಣಮಟ್ಟದ ನೀರಿನ ಪರೀಕ್ಷೆ: ಜಲ ಜೀವನ್ ಮಿಷನ್ ಯೋಜನೆಯಡಿ ಎಲ್ಲಾ ಗ್ರಾಮಗಳಲ್ಲಿ ಕುಡಿಯುವ ನೀರಿನ ಗುಣಮಟ್ಟ ಪರೀಕ್ಷೆಯನ್ನು ನಿಯಮಿತವಾಗಿ ನಡೆಸಬೇಕು. ಕಲುಷಿತ ನೀರು ಪೂರೈಕೆಯಾಗದಂತೆ ಎಚ್ಚರ ವಹಿಸಬೇಕು ಎಂದರು.: [207, 1358, 335, 1409]
paragraph: ಜಿಲ್ಲಾಡಳಿತ, ಜಿಲ್ಲಾ ಪಂಚಾಯತ್, ಕಾರ್ಮಿಕ ಇಲಾಖೆ, ಅಂಗವಿಕಲರ ಕಲ್ಯಾಣ ಇಲಾಖೆ, ಸಾರಿಗೆ ಇಲಾಖೆ: [620, 1282, 722, 1313]
paragraph: ಇದೇ ಸಂದರ್ಭದಲ್ಲಿ, ಸ್ಥಳೀಯವಾಗಿ ಉತ್ಪಾದನೆಯಾಗುವ ಸಾವಯವ ಉತ್ಪನ್ನಗಳ ಮೌಲ್ಯವರ್ಧನೆಗಾಗಿ ಸ್ಥಾಪಿಸಿರುವ ಆಹಾರ ಸಂಸ್ಕರಣ ಘಟಕ ವನ್ನು ಜಿಲ್ಲಾಧಿಕಾರಿಗಳಾದ ಶ್ರೀ ರೂಪ ಅವರು ವೀಕ್ಷಿಸಿದರು. ವಿವಿಧ ತೋಟಗಳಲ್ಲಿ ಬೆಳೆಯುತ್ತಿರುವ ತರಕಾರಿ ಹಾಗೂ ಹಸಿರು ಸೊಪ್ಪಿನ ಗುಣಮಟ್ಟವನ್ನು ಪರಿಶೀಲಿಸಿದರು.: [203, 1068, 394, 1108]
masthead: [750, 1, 942, 61]
story1-headline: ಕ್ರೀಡೆಯಲ್ಲಿ ಸೋಲು-ಗೆಲುವಿಗಿಂತ ಭಾಗವಹಿಸುವಿಕೆ ಮುಖ್ಯ: [6, 64, 687, 106]
paragraph: ಸ್ಥಳೀಯ ಸಂಪನ್ಮೂಲಾಧಾರಿತ ರಾಸಾಯನಿಕ ಮುಕ್ತ ಬೇಸಾಯ, ಮಣ್ಣಿನ ಆರೋಗ್ಯ, ಬೀಜ ಸಂರಕ್ಷಣೆ ಹಾಗೂ ಪರಿಸರ ಸ್ನೇಹಿ ಕೃಷಿ ವಿಧಾನಗಳಿಗೆ ಒತ್ತು ನೀಡಿರುವ ಬಗ್ಗೆ ಮಾಹಿತಿ ಪಡೆದರು.: [6, 1098, 197, 1129]
paragraph: ಕಾಮಗಾರಿಗಳನ್ನು ಗುಣಮಟ್ಟದಿಂದ ನಡೆಯುವಂತೆ ಅಧಿಕಾರಿಗಳು ಕ್ರಮ ವಹಿಸಬೇಕು. ನಿಗದಿತ ಅವಧಿಯೊಳಗೆ ಕಾಮಗಾರಿ ಪೂರ್ಣಗೊಳಿಸಬೇಕು ಎಂದು ತಿಳಿಸಿದರು. ಸಭೆಯಲ್ಲಿ ಗ್ರಾಮೀಣ ಕುಡಿಯುವ ನೀರು ಮತ್ತು ನೈರ್ಮಲ್ಯ ಇಲಾಖೆಯ ಕಾರ್ಯಪಾಲಕ ಅಭಿಯಂತರರು, ತಾಲ್ಲೂಕು ಪಂಚಾಯತ್ ಕಾರ್ಯನಿರ್ವಾಹಕ ಅಧಿಕಾರಿಗಳು ಹಾಗೂ ಇತರೆ ಅಧಿಕಾರಿಗಳು ಉಪಸ್ಥಿತರಿದ್ದರು.: [341, 1358, 603, 1429]
paragraph: ಚಾಮರಾಜನಗರ: ಯಾವುದೇ ಪ್ರತಿಫಲಾಪೇಕ್ಷೆ ಇಲ್ಲದೆ ಸ್ವಯಂ ಪ್ರೇರಿತವಾಗಿ ಸಮಾಜಮುಖಿಯಾಗಿ ಕೆಲಸ ಮಾಡುವ ಸ್ವಯಂ ಸೇವಾ ಸಂಸ್ಥೆಗಳ ಸೇವಾ ಮನೋಭಾವನೆ ಅನನ್ಯವಾಗಿದೆ ಎಂದು ಹಿರಿಯ ಸಿವಿಲ್ ನ್ಯಾಯಾಧೀಶರು ಹಾಗೂ ಜಿಲ್ಲಾ ಕಾನೂನು ಸೇವೆಗಳ ಪ್ರಾಧಿಕಾರದ ಸದಸ್ಯ ಕಾರ್ಯದರ್ಶಿಗಳಾದ ಈಶ್ವರ ಅವರು ಅಭಿಪ್ರಾಯಪಟ್ಟರು.: [274, 428, 428, 489]
paragraph: ಸರಬರಾಜು ಮಾಡಬೇಕೆಂದು ಸೂಚಿಸಿದರು. ಶುದ್ಧ ಕುಡಿಯುವ ನೀರಿನ ಘಟಕಗಳ ಕಾರ್ಯನಿರ್ವಹಣೆ: ಜಿಲ್ಲೆಯಲ್ಲಿರುವ ಶುದ್ಧ ಕುಡಿಯುವ ನೀರಿನ ಘಟಕಗಳು ಸಮರ್ಪಕವಾಗಿ ಕಾರ್ಯನಿರ್ವಹಿಸುತ್ತಿರುವ ಬಗ್ಗೆ ಪರಿಶೀಲಿಸಿ, ದುರಸ್ತಿಯಲ್ಲಿರುವ ಘಟಕಗಳನ್ನು ಕೂಡಲೇ ಸರಿಪಡಿಸಬೇಕು ಎಂದರು.: [207, 1358, 469, 1429]
paragraph: ಮಂಡ್ಯ ನಗರ ಸಭೆಯ ಸಭಾಂಗಣದಲ್ಲಿ ಆಯೋಜಿಸಿದ್ದ ವಿಶೇಷ ಚೇತನರ ಉದ್ಯೋಗ ಮೇಳ ಕಾರ್ಯಕ್ರಮವನ್ನು ಉದ್ಘಾಟಿಸಿ ಮಾತನಾಡಿದರು. ವಿಶೇಷ ಚೇತನರ ಕಲ್ಯಾಣಕ್ಕಾಗಿ ಸರ್ಕಾರ ಹಲವು ಯೋಜನೆಗಳನ್ನು ಜಾರಿಗೆ ತಂದಿದ್ದು ಅವುಗಳ ಸದುಪಯೋಗ ಪಡೆದುಕೊಳ್ಳಬೇಕು ಎಂದರು.: [620, 1344, 832, 1395]
paragraph: ಸನ್ಮಾನ ಸ್ವೀಕರಿಸಿ ಮಾತನಾಡಿದ ನೂತನ ನ್ಯಾಯಾಧೀಶರಾದ ಎನ್.ದೀಪಿಕಾ, ಸಾಧನೆಗೆ ಯಾವುದೇ ಅಡ್ಡಿ ಇಲ್ಲ. ಗ್ರಾಮೀಣ ಪ್ರದೇಶದ ಮಕ್ಕಳು ಕೂಡ ಉನ್ನತ ಹುದ್ದೆಗಳನ್ನು ಅಲಂಕರಿಸಬಹುದು. ಶ್ರದ್ಧೆ, ಪರಿಶ್ರಮ ಹಾಗೂ ಗುರಿ ಇದ್ದರೆ ಯಶಸ್ಸು ಸಾಧ್ಯ ಎಂದರು.: [404, 873, 568, 914]
day: ಭಾನುವಾರ: [811, 32, 836, 40]
